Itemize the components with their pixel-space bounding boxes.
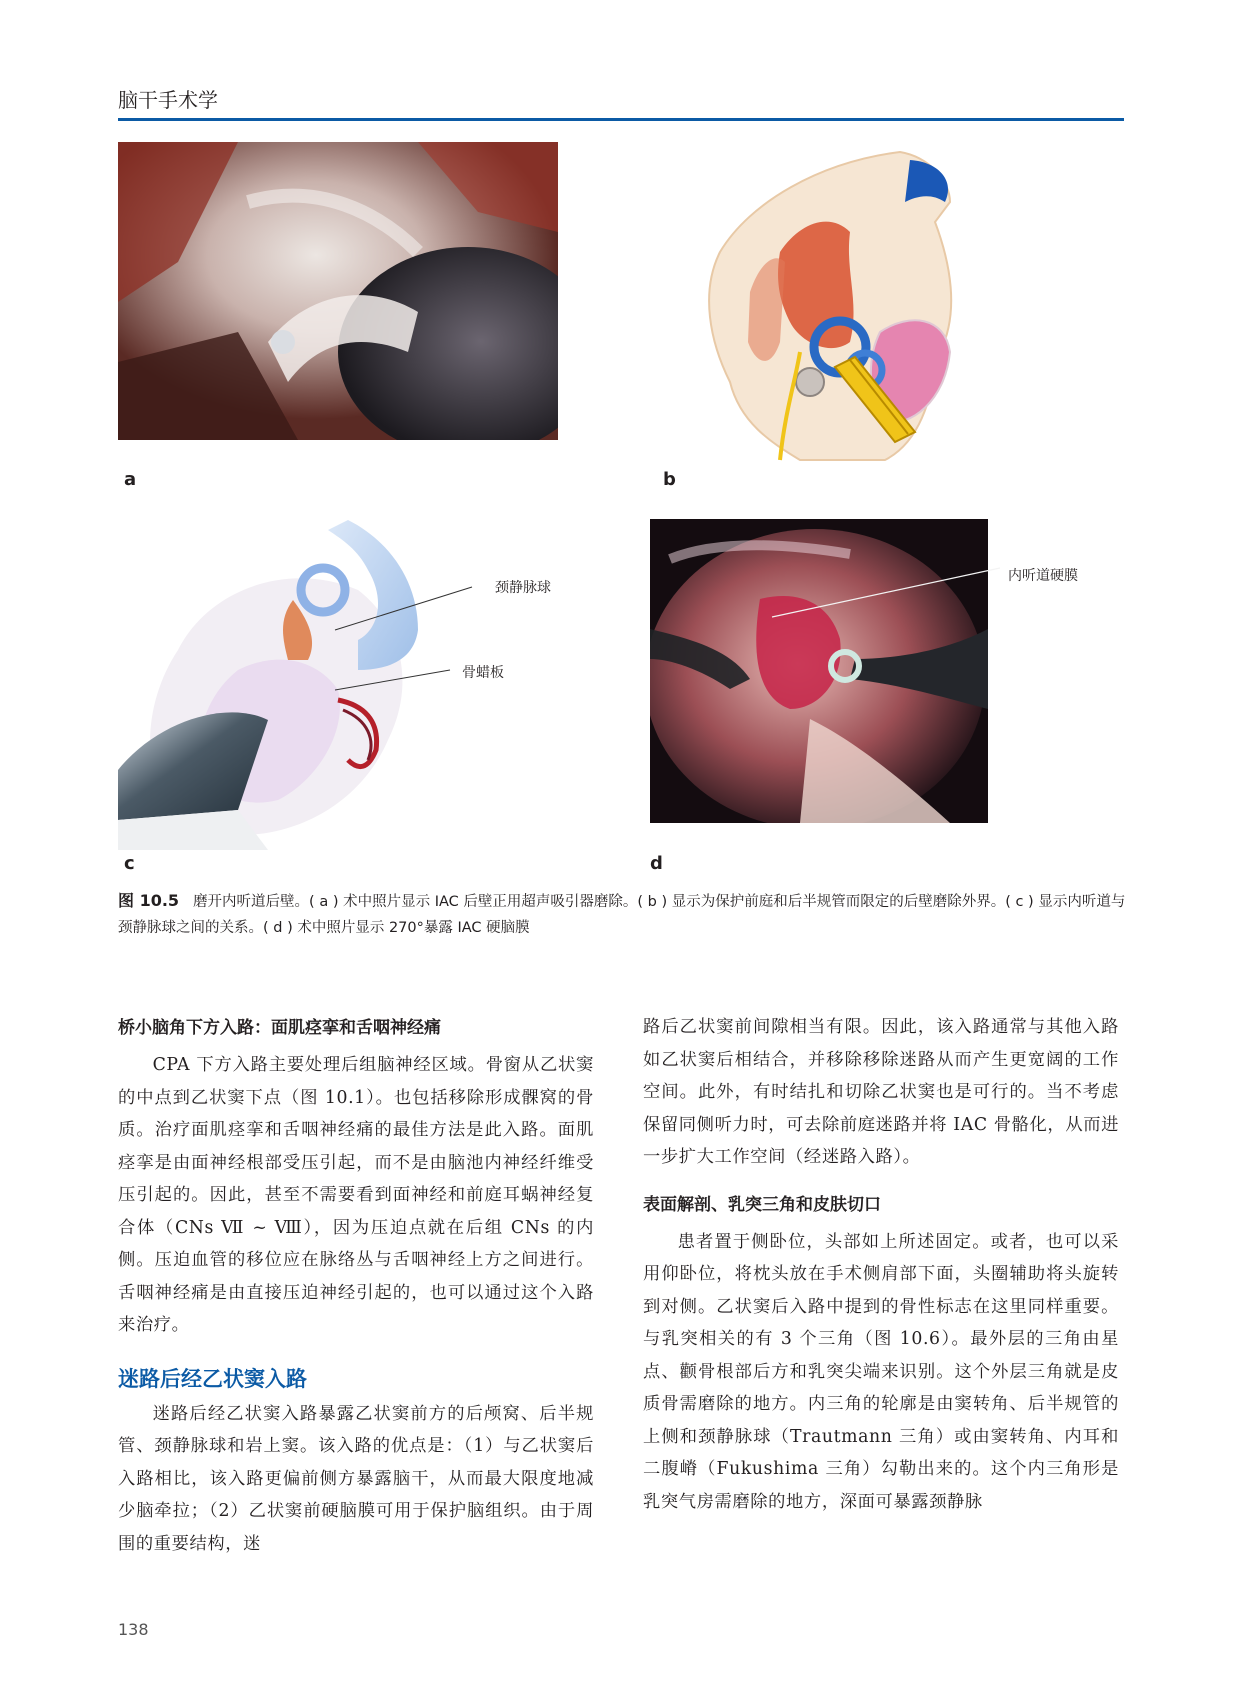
callout-jugular-bulb: 颈静脉球	[495, 580, 551, 596]
figure-panel-b-illustration	[680, 142, 970, 462]
header-rule	[118, 118, 1124, 121]
section-title-retrolabyrinthine: 迷路后经乙状窦入路	[118, 1366, 307, 1391]
panel-letter-c: c	[124, 853, 135, 874]
figure-panel-a-photo	[118, 142, 558, 440]
panel-letter-d: d	[650, 853, 663, 874]
subhead-surface-anatomy: 表面解剖、乳突三角和皮肤切口	[643, 1194, 881, 1215]
paragraph-cpa-inferior: CPA 下方入路主要处理后组脑神经区域。骨窗从乙状窦的中点到乙状窦下点（图 10.1）。也包括移除形成髁窝的骨质。治疗面肌痉挛和舌咽神经痛的最佳方法是此入路。面肌痉挛是由面神经根部受压引起，而不是由脑池内神经纤维受压引起的。因此，甚至不需要看到面神经和前庭耳蜗神经复合体（CNs Ⅶ ~ Ⅷ），因为压迫点就在后组 CNs 的内侧。压迫血管的移位应在脉络丛与舌咽神经上方之间进行。舌咽神经痛是由直接压迫神经引起的，也可以通过这个入路来治疗。	[118, 1055, 594, 1335]
paragraph-surface-anatomy: 患者置于侧卧位，头部如上所述固定。或者，也可以采用仰卧位，将枕头放在手术侧肩部下面，头圈辅助将头旋转到对侧。乙状窦后入路中提到的骨性标志在这里同样重要。与乳突相关的有 3 个三角（图 10.6）。最外层的三角由星点、颧骨根部后方和乳突尖端来识别。这个外层三角就是皮质骨需磨除的地方。内三角的轮廓是由窦转角、后半规管的上侧和颈静脉球（Trautmann 三角）或由窦转角、内耳和二腹嵴（Fukushima 三角）勾勒出来的。这个内三角形是乳突气房需磨除的地方，深面可暴露颈静脉	[643, 1231, 1119, 1512]
panel-letter-b: b	[663, 469, 676, 490]
running-title: 脑干手术学	[118, 88, 218, 112]
page-number: 138	[118, 1620, 149, 1639]
callout-bone-wax-plate: 骨蜡板	[462, 665, 504, 681]
body-right-column	[643, 1011, 1119, 1518]
paragraph-retrolabyrinthine-cont: 路后乙状窦前间隙相当有限。因此，该入路通常与其他入路如乙状窦后相结合，并移除移除迷路从而产生更宽阔的工作空间。此外，有时结扎和切除乙状窦也是可行的。当不考虑保留同侧听力时，可去除前庭迷路并将 IAC 骨骼化，从而进一步扩大工作空间（经迷路入路）。	[643, 1017, 1119, 1167]
panel-d-leader-line	[770, 565, 1005, 620]
figure-caption-text: 磨开内听道后壁。( a ) 术中照片显示 IAC 后壁正用超声吸引器磨除。( b ) 显示为保护前庭和后半规管而限定的后壁磨除外界。( c ) 显示内听道与颈静脉球之间的关系。( d ) 术中照片显示 270°暴露 IAC 硬脑膜	[118, 894, 1126, 936]
figure-caption	[118, 888, 1128, 941]
figure-caption-label: 图 10.5	[118, 891, 180, 910]
body-left-column	[118, 1015, 594, 1560]
paragraph-retrolabyrinthine: 迷路后经乙状窦入路暴露乙状窦前方的后颅窝、后半规管、颈静脉球和岩上窦。该入路的优点是：（1）与乙状窦后入路相比，该入路更偏前侧方暴露脑干，从而最大限度地减少脑牵拉；（2）乙状窦前硬脑膜可用于保护脑组织。由于周围的重要结构，迷	[118, 1403, 594, 1554]
panel-c-leader-lines	[330, 580, 520, 700]
panel-letter-a: a	[124, 469, 137, 490]
callout-iac-dura: 内听道硬膜	[1008, 568, 1078, 584]
subhead-cpa-inferior-approach: 桥小脑角下方入路：面肌痉挛和舌咽神经痛	[118, 1018, 441, 1038]
